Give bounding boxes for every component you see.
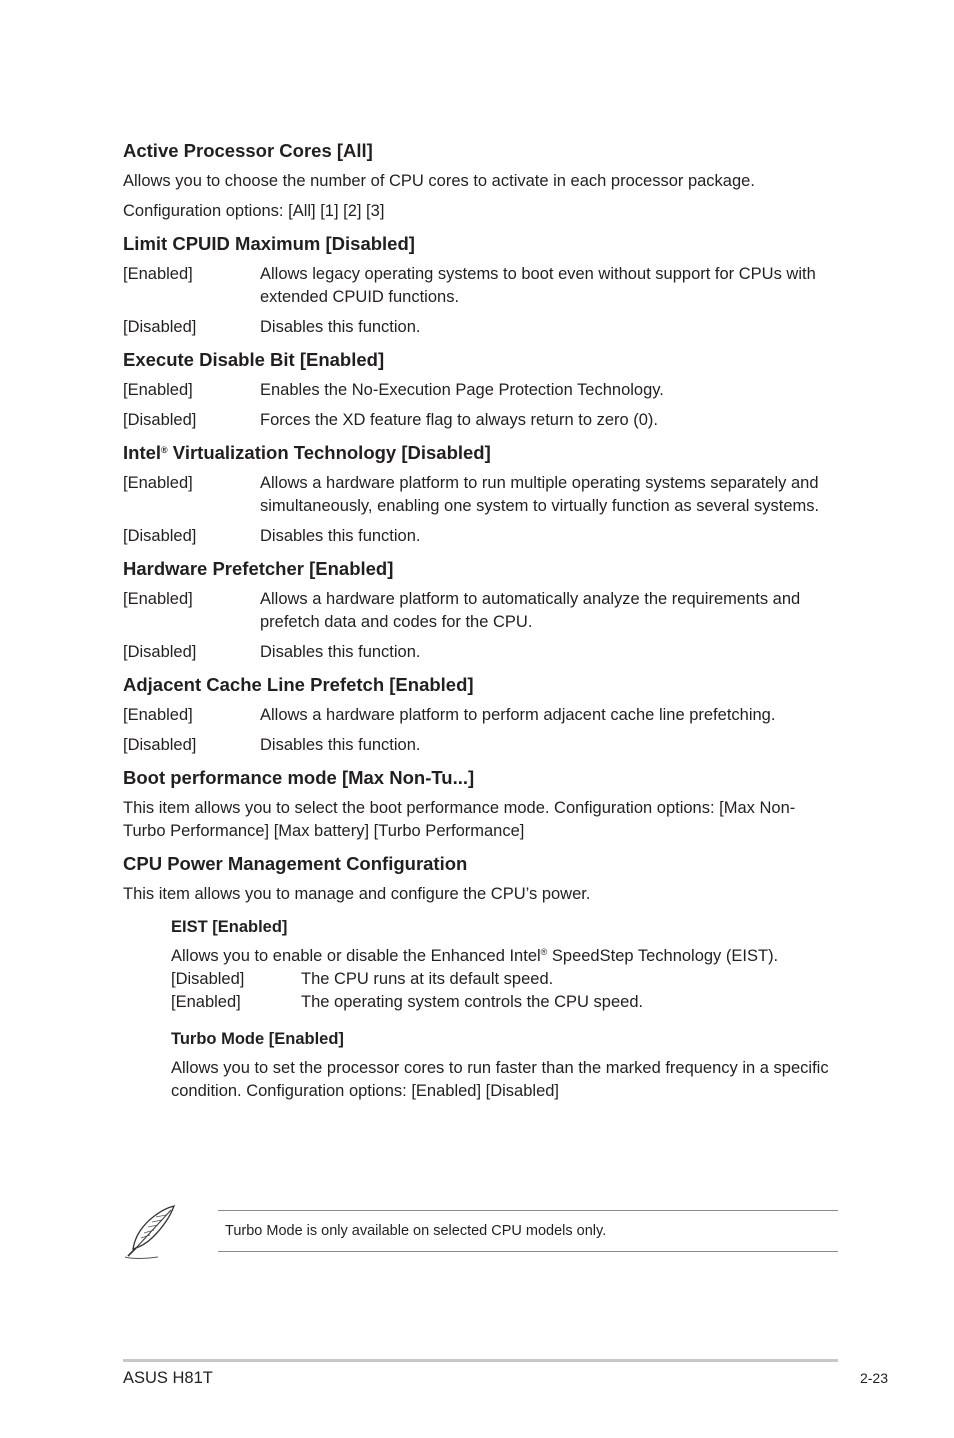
section-title: Hardware Prefetcher [Enabled] xyxy=(123,558,394,579)
section-execute-disable-bit xyxy=(123,348,835,432)
option-row xyxy=(123,588,835,634)
option-description: Disables this function. xyxy=(260,736,421,754)
manual-content xyxy=(123,139,835,1112)
option-key: [Disabled] xyxy=(123,527,197,545)
section-title: Execute Disable Bit [Enabled] xyxy=(123,349,385,370)
section-cpu-power-management xyxy=(123,852,835,1103)
section-description: Allows you to choose the number of CPU cores to activate in each processor package. xyxy=(123,172,755,190)
option-row xyxy=(123,472,835,518)
section-limit-cpuid-maximum xyxy=(123,232,835,339)
note-text: Turbo Mode is only available on selected CPU models only. xyxy=(225,1223,607,1239)
section-boot-performance-mode xyxy=(123,766,835,843)
option-row xyxy=(123,379,835,402)
section-title: Limit CPUID Maximum [Disabled] xyxy=(123,233,415,254)
option-description: Enables the No-Execution Page Protection Technology. xyxy=(260,381,664,399)
subsection-description xyxy=(171,945,835,968)
subsection-description: Allows you to set the processor cores to run faster than the marked frequency in a specific condition. Configuration options: [Enabled] [Disabled] xyxy=(171,1059,829,1100)
option-description: Disables this function. xyxy=(260,527,421,545)
option-row xyxy=(123,263,835,309)
feather-pen-icon xyxy=(122,1203,180,1261)
option-key: [Disabled] xyxy=(123,643,197,661)
subsection-title: Turbo Mode [Enabled] xyxy=(171,1030,344,1048)
option-row xyxy=(123,641,835,664)
option-row xyxy=(171,968,835,991)
option-key: [Enabled] xyxy=(123,590,193,608)
option-row xyxy=(123,734,835,757)
option-key: [Enabled] xyxy=(171,993,241,1011)
subsection-turbo-mode xyxy=(171,1028,835,1103)
option-key: [Enabled] xyxy=(123,381,193,399)
section-description: This item allows you to manage and configure the CPU’s power. xyxy=(123,885,591,903)
option-key: [Disabled] xyxy=(123,411,197,429)
note-callout xyxy=(122,1203,838,1263)
section-active-processor-cores xyxy=(123,139,835,223)
option-description: The CPU runs at its default speed. xyxy=(301,970,554,988)
section-title: CPU Power Management Configuration xyxy=(123,853,468,874)
note-box xyxy=(218,1210,838,1252)
option-key: [Disabled] xyxy=(123,318,197,336)
option-row xyxy=(123,704,835,727)
section-title: Active Processor Cores [All] xyxy=(123,140,373,161)
option-key: [Enabled] xyxy=(123,706,193,724)
option-description: Forces the XD feature flag to always return to zero (0). xyxy=(260,411,659,429)
option-description: Disables this function. xyxy=(260,643,421,661)
option-description: Allows legacy operating systems to boot even without support for CPUs with extended CPUID functions. xyxy=(260,265,816,306)
desc-text: SpeedStep Technology (EIST). xyxy=(547,947,779,965)
option-description: The operating system controls the CPU speed. xyxy=(301,993,644,1011)
configuration-options: Configuration options: [All] [1] [2] [3] xyxy=(123,202,385,220)
option-description: Allows a hardware platform to run multiple operating systems separately and simultaneously, enabling one system to virtually function as several systems. xyxy=(260,474,820,515)
desc-text: Allows you to enable or disable the Enhanced Intel xyxy=(171,947,541,965)
title-text: Virtualization Technology [Disabled] xyxy=(167,442,491,463)
footer-divider xyxy=(123,1359,838,1362)
option-description: Allows a hardware platform to automatically analyze the requirements and prefetch data and codes for the CPU. xyxy=(260,590,801,631)
option-description: Allows a hardware platform to perform adjacent cache line prefetching. xyxy=(260,706,776,724)
title-text: Intel xyxy=(123,442,162,463)
option-row xyxy=(123,316,835,339)
section-title: Boot performance mode [Max Non-Tu...] xyxy=(123,767,475,788)
subsection-eist xyxy=(171,916,835,1014)
section-description: This item allows you to select the boot performance mode. Configuration options: [Max Non-Turbo Performance] [Max battery] [Turbo Performance] xyxy=(123,799,796,840)
section-hardware-prefetcher xyxy=(123,557,835,664)
footer-page-number: 2-23 xyxy=(859,1370,888,1386)
section-title xyxy=(123,441,835,465)
subsection-title: EIST [Enabled] xyxy=(171,918,288,936)
option-row xyxy=(171,991,835,1014)
section-intel-virtualization xyxy=(123,441,835,548)
option-key: [Enabled] xyxy=(123,265,193,283)
option-key: [Disabled] xyxy=(171,970,245,988)
section-adjacent-cache-line-prefetch xyxy=(123,673,835,757)
footer-product-name: ASUS H81T xyxy=(123,1369,213,1387)
option-key: [Enabled] xyxy=(123,474,193,492)
registered-mark: ® xyxy=(540,947,548,957)
option-description: Disables this function. xyxy=(260,318,421,336)
option-key: [Disabled] xyxy=(123,736,197,754)
registered-mark: ® xyxy=(161,445,168,455)
option-row xyxy=(123,525,835,548)
section-title: Adjacent Cache Line Prefetch [Enabled] xyxy=(123,674,474,695)
option-row xyxy=(123,409,835,432)
